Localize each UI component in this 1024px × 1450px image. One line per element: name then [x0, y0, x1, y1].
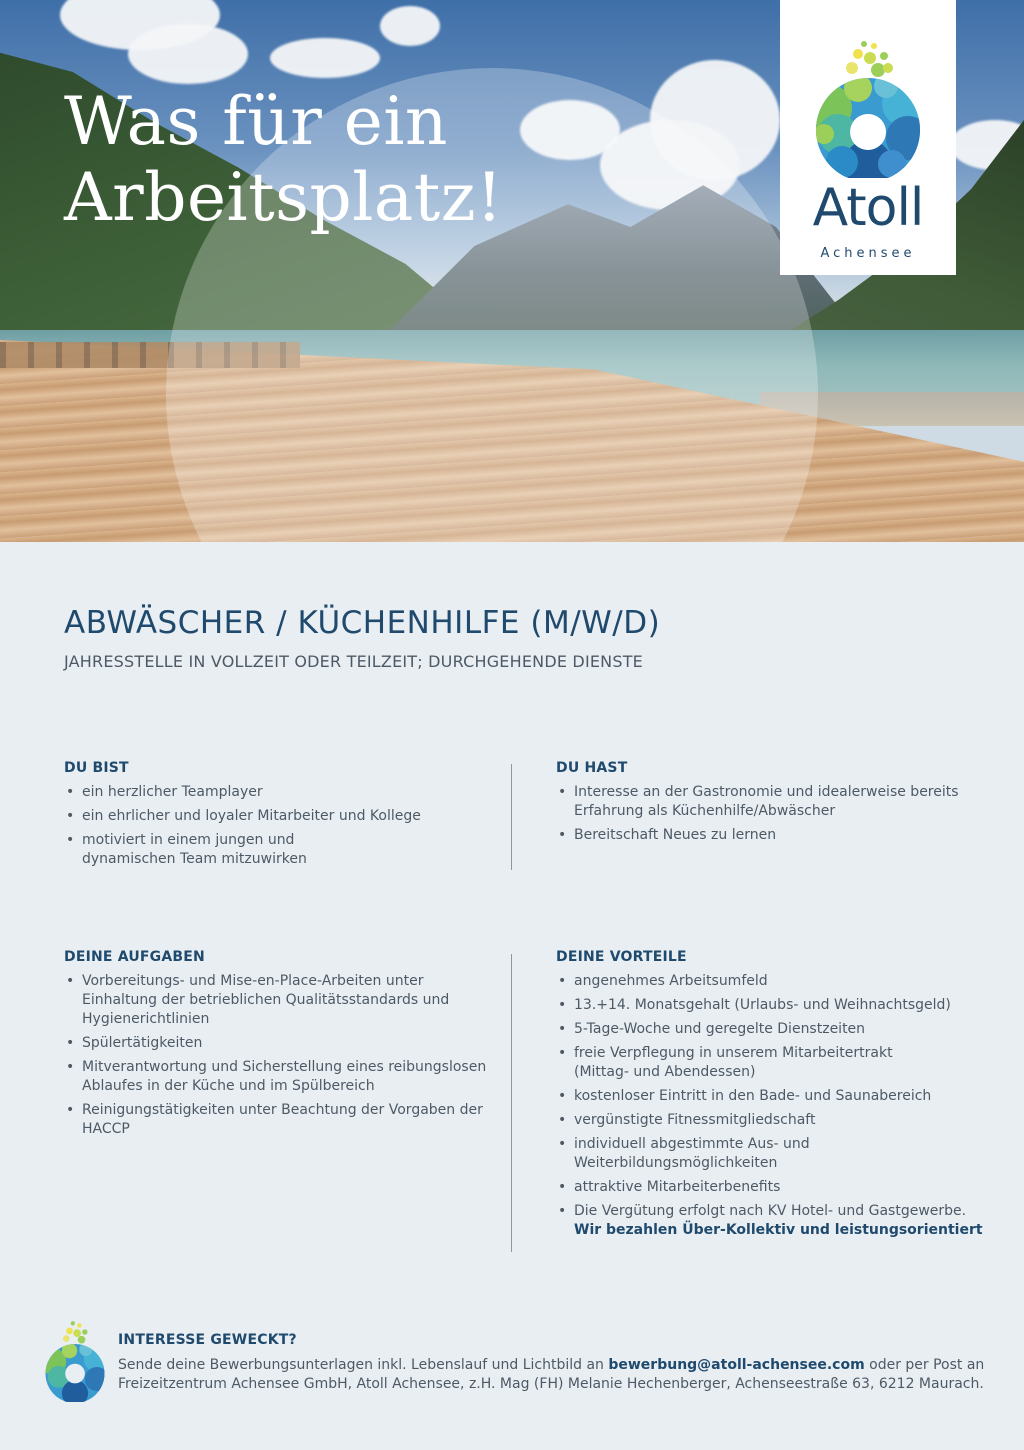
list-item: • vergünstigte Fitnessmitgliedschaft	[556, 1111, 998, 1130]
footer-heading: INTERESSE GEWECKT?	[118, 1332, 297, 1348]
bullet-list	[64, 972, 488, 1139]
list-item: • freie Verpflegung in unserem Mitarbeitertrakt (Mittag- und Abendessen)	[556, 1044, 998, 1082]
email-link[interactable]: bewerbung@atoll-achensee.com	[608, 1357, 865, 1373]
list-item: • Vorbereitungs- und Mise-en-Place-Arbeiten unter Einhaltung der betrieblichen Qualitätsstandards und Hygienerichtlinien	[64, 972, 488, 1029]
atoll-small-icon	[42, 1320, 108, 1402]
list-item: • angenehmes Arbeitsumfeld	[556, 972, 998, 991]
section-heading: DU HAST	[556, 760, 628, 776]
bullet-list	[556, 972, 998, 1240]
section-deine-aufgaben	[64, 949, 488, 1144]
list-item: • individuell abgestimmte Aus- und Weiterbildungsmöglichkeiten	[556, 1135, 998, 1173]
salary-text: Die Vergütung erfolgt nach KV Hotel- und Gastgewerbe.	[574, 1203, 967, 1219]
job-subtitle: JAHRESSTELLE IN VOLLZEIT ODER TEILZEIT; DURCHGEHENDE DIENSTE	[64, 652, 643, 671]
list-item: • ein herzlicher Teamplayer	[64, 783, 474, 802]
list-item: • Mitverantwortung und Sicherstellung eines reibungslosen Ablaufes in der Küche und im Spülbereich	[64, 1058, 488, 1096]
job-title: ABWÄSCHER / KÜCHENHILFE (M/W/D)	[64, 605, 661, 641]
atoll-ring-icon	[808, 38, 928, 178]
section-heading: DEINE AUFGABEN	[64, 949, 205, 965]
logo-wordmark: Atoll	[812, 178, 924, 238]
bullet-list	[64, 783, 474, 869]
cloud	[380, 6, 440, 46]
column-divider	[511, 954, 512, 1252]
section-heading: DU BIST	[64, 760, 129, 776]
bullet-list	[556, 783, 998, 845]
section-du-bist	[64, 760, 474, 874]
footer-text	[118, 1356, 998, 1394]
list-item: • motiviert in einem jungen und dynamischen Team mitzuwirken	[64, 831, 474, 869]
list-item: • 13.+14. Monatsgehalt (Urlaubs- und Weihnachtsgeld)	[556, 996, 998, 1015]
logo-location: Achensee	[820, 246, 916, 261]
list-item: • Interesse an der Gastronomie und idealerweise bereits Erfahrung als Küchenhilfe/Abwäscher	[556, 783, 998, 821]
headline-line-1: Was für ein	[64, 83, 448, 160]
cloud	[128, 24, 248, 84]
list-item: • Spülertätigkeiten	[64, 1034, 488, 1053]
list-item-salary	[556, 1202, 998, 1240]
list-item: • kostenloser Eintritt in den Bade- und Saunabereich	[556, 1087, 998, 1106]
headline-line-2: Arbeitsplatz!	[64, 159, 504, 236]
section-heading: DEINE VORTEILE	[556, 949, 687, 965]
section-deine-vorteile	[556, 949, 998, 1245]
list-item: • attraktive Mitarbeiterbenefits	[556, 1178, 998, 1197]
list-item: • 5-Tage-Woche und geregelte Dienstzeiten	[556, 1020, 998, 1039]
footer-text-after: oder per Post an Freizeitzentrum Achensee GmbH, Atoll Achensee, z.H. Mag (FH) Melanie Hechenberger, Achenseestraße 63, 6212 Maurach.	[118, 1357, 985, 1392]
list-item: • ein ehrlicher und loyaler Mitarbeiter und Kollege	[64, 807, 474, 826]
hero-image	[0, 0, 1024, 542]
salary-highlight: Wir bezahlen Über-Kollektiv und leistungsorientiert	[574, 1222, 983, 1238]
cloud	[270, 38, 380, 78]
list-item: • Bereitschaft Neues zu lernen	[556, 826, 998, 845]
list-item: • Reinigungstätigkeiten unter Beachtung der Vorgaben der HACCP	[64, 1101, 488, 1139]
headline	[64, 84, 503, 236]
column-divider	[511, 764, 512, 870]
section-du-hast	[556, 760, 998, 850]
atoll-logo	[780, 0, 956, 275]
footer-text-before: Sende deine Bewerbungsunterlagen inkl. Lebenslauf und Lichtbild an	[118, 1357, 609, 1373]
